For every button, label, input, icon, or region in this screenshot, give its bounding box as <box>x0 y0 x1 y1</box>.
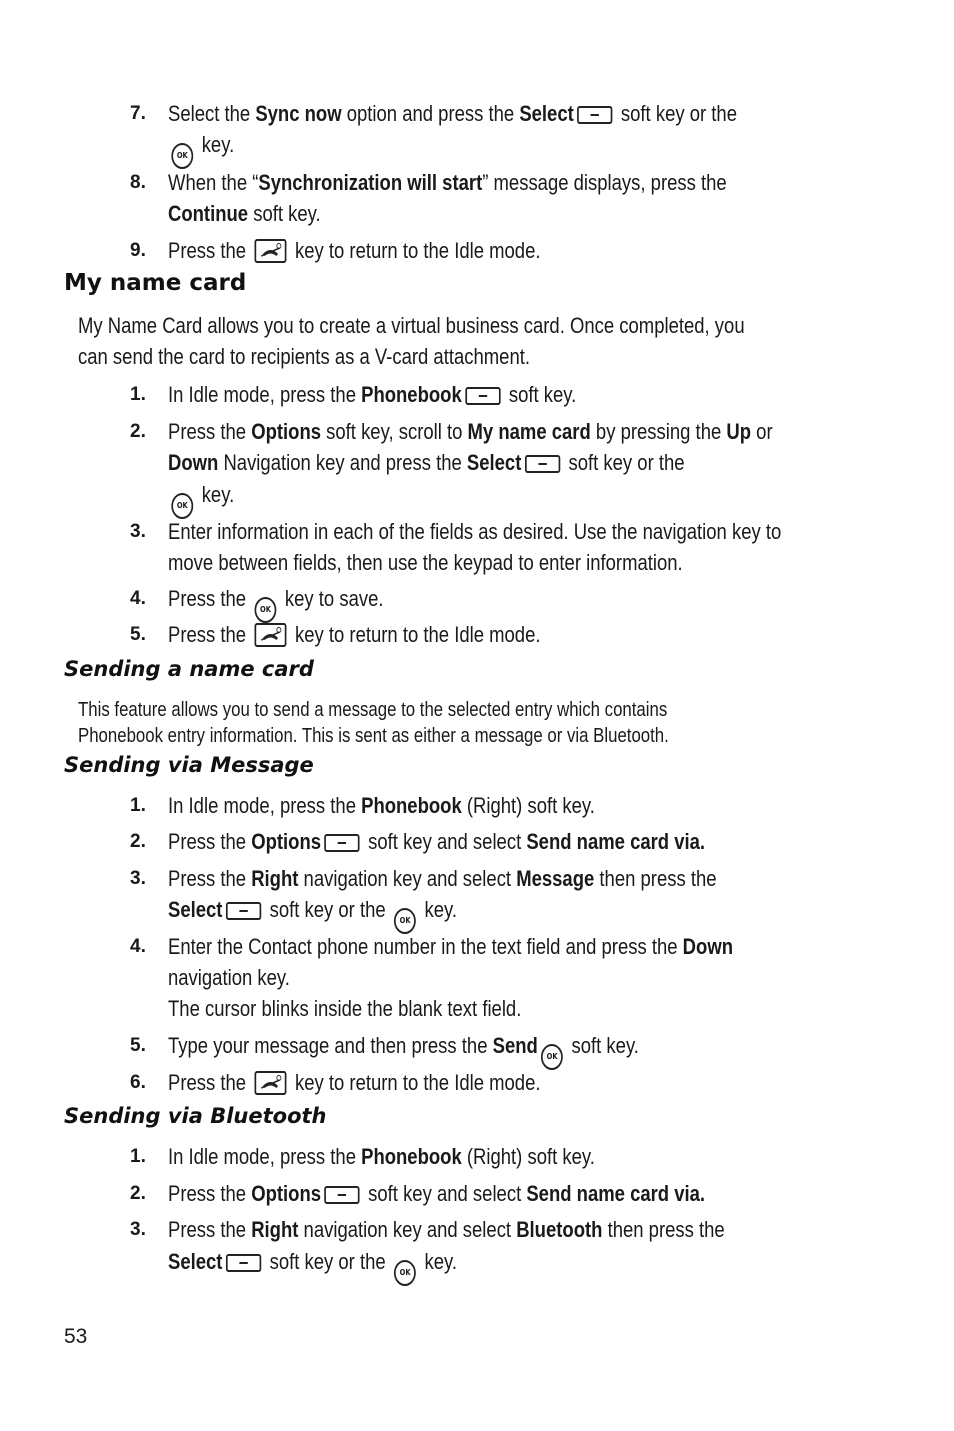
section-heading: My name card <box>64 270 247 296</box>
step-number: 4. <box>130 588 146 609</box>
step-8-line-1: When the “Synchronization will start” message displays, press the <box>168 170 727 195</box>
step-line: Select soft key or the OK key. <box>168 1249 457 1286</box>
step-line: Select soft key or the OK key. <box>168 897 457 934</box>
ok-key-icon: OK <box>541 1044 563 1070</box>
step-number: 2. <box>130 421 146 442</box>
ok-key-icon: OK <box>394 1260 416 1286</box>
step-line: Press the key to return to the Idle mode. <box>168 1070 541 1095</box>
step-line: The cursor blinks inside the blank text field. <box>168 996 522 1021</box>
step-line: Type your message and then press the Send OK soft key. <box>168 1033 639 1070</box>
soft-key-icon <box>465 387 500 405</box>
step-line: Press the key to return to the Idle mode. <box>168 622 541 647</box>
step-number: 7. <box>130 103 146 124</box>
soft-key-icon <box>226 1254 261 1272</box>
soft-key-icon <box>324 1186 359 1204</box>
step-number: 8. <box>130 172 146 193</box>
subsection-heading: Sending via Message <box>64 753 314 777</box>
step-line: In Idle mode, press the Phonebook (Right) soft key. <box>168 793 595 818</box>
step-line: Enter the Contact phone number in the text field and press the Down <box>168 934 733 959</box>
step-7-line-1: Select the Sync now option and press the Select soft key or the <box>168 101 737 126</box>
step-number: 5. <box>130 624 146 645</box>
step-number: 1. <box>130 795 146 816</box>
paragraph-line: This feature allows you to send a message to the selected entry which contains <box>78 699 668 721</box>
step-line: Press the Right navigation key and select Message then press the <box>168 866 717 891</box>
step-line: Press the Options soft key and select Send name card via. <box>168 1181 706 1206</box>
step-number: 9. <box>130 240 146 261</box>
paragraph-line: can send the card to recipients as a V-card attachment. <box>78 344 530 369</box>
ok-key-icon: OK <box>171 143 193 169</box>
paragraph-line: Phonebook entry information. This is sent as either a message or via Bluetooth. <box>78 725 669 747</box>
step-line: Press the Right navigation key and select Bluetooth then press the <box>168 1217 725 1242</box>
step-number: 5. <box>130 1035 146 1056</box>
step-line: In Idle mode, press the Phonebook soft key. <box>168 382 577 407</box>
step-9-line: Press the key to return to the Idle mode. <box>168 238 541 263</box>
paragraph-line: My Name Card allows you to create a virtual business card. Once completed, you <box>78 313 745 338</box>
subsection-heading: Sending a name card <box>64 657 314 681</box>
ok-key-icon: OK <box>255 597 277 623</box>
step-number: 2. <box>130 831 146 852</box>
step-number: 2. <box>130 1183 146 1204</box>
step-line: Press the OK key to save. <box>168 586 384 623</box>
step-number: 3. <box>130 868 146 889</box>
step-line: navigation key. <box>168 965 290 990</box>
end-key-icon <box>255 623 287 647</box>
step-line: Down Navigation key and press the Select soft key or the <box>168 450 685 475</box>
soft-key-icon <box>577 106 612 124</box>
step-line: In Idle mode, press the Phonebook (Right) soft key. <box>168 1144 595 1169</box>
step-line: Press the Options soft key and select Send name card via. <box>168 829 706 854</box>
ok-key-icon: OK <box>171 493 193 519</box>
step-line: OK key. <box>168 482 234 519</box>
page-number: 53 <box>64 1325 88 1348</box>
step-7-line-2: OK key. <box>168 132 234 169</box>
step-line: Press the Options soft key, scroll to My name card by pressing the Up or <box>168 419 773 444</box>
step-line: move between fields, then use the keypad to enter information. <box>168 550 683 575</box>
soft-key-icon <box>226 902 261 920</box>
ok-key-icon: OK <box>394 908 416 934</box>
step-8-line-2: Continue soft key. <box>168 201 321 226</box>
step-line: Enter information in each of the fields as desired. Use the navigation key to <box>168 519 782 544</box>
step-number: 6. <box>130 1072 146 1093</box>
subsection-heading: Sending via Bluetooth <box>64 1104 327 1128</box>
step-number: 3. <box>130 521 146 542</box>
step-number: 4. <box>130 936 146 957</box>
step-number: 3. <box>130 1219 146 1240</box>
soft-key-icon <box>525 455 560 473</box>
step-number: 1. <box>130 1146 146 1167</box>
end-key-icon <box>255 239 287 263</box>
soft-key-icon <box>324 834 359 852</box>
step-number: 1. <box>130 384 146 405</box>
end-key-icon <box>255 1071 287 1095</box>
